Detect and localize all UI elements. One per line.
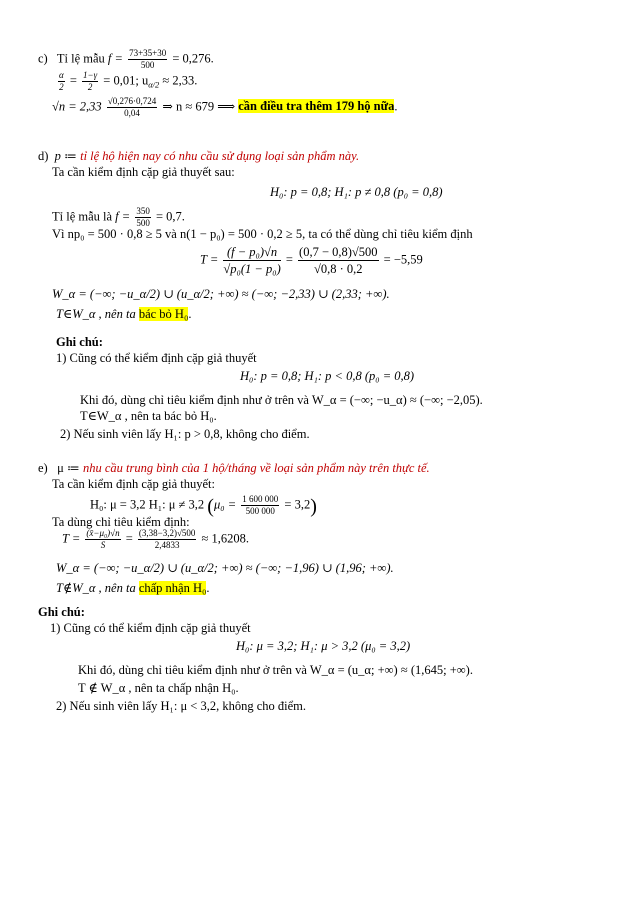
- note-title-d: Ghi chú:: [56, 335, 103, 349]
- reject-highlight: bác bỏ H₀: [138, 307, 189, 321]
- p-def: p ≔: [54, 149, 77, 163]
- fraction-num: (f − p₀)√n: [223, 244, 280, 261]
- fraction-den: 500: [136, 218, 150, 228]
- T-notin-line: [56, 580, 209, 596]
- period: .: [206, 581, 210, 595]
- fraction-num: 350: [136, 206, 150, 216]
- fraction-den: 500: [140, 60, 155, 70]
- period: .: [188, 307, 192, 321]
- fraction-num: (3,38−3,2)√500: [138, 528, 196, 538]
- T-fraction2-e: [138, 528, 197, 551]
- T-notin-text: T∉W_α , nên ta: [56, 581, 136, 595]
- T-fraction1-e: [85, 528, 120, 551]
- eq: =: [125, 531, 133, 546]
- T-fraction2: [298, 244, 379, 277]
- fraction-den: 0,04: [124, 108, 140, 118]
- note1-hyp-e: H₀: μ = 3,2; H₁: μ > 3,2 (μ₀ = 3,2): [236, 639, 411, 653]
- note1-b-e: Khi đó, dùng chỉ tiêu kiểm định như ở trên và W_α = (u_α; +∞) ≈ (1,645; +∞).: [78, 663, 473, 677]
- note1-c-e: T ∉ W_α , nên ta chấp nhận H₀.: [78, 681, 239, 695]
- alpha-num: α: [59, 70, 64, 80]
- mu-value: = 3,2: [284, 497, 311, 512]
- part-c-line2: [56, 70, 197, 93]
- f-lhs: f =: [115, 209, 131, 224]
- sample-size-fraction: [107, 96, 157, 119]
- fraction-num: (x̄−μ₀)√n: [86, 528, 120, 538]
- hypothesis-d: H₀: p = 0,8; H₁: p ≠ 0,8 (p₀ = 0,8): [270, 185, 443, 199]
- eq: =: [285, 252, 293, 267]
- note2-e: 2) Nếu sinh viên lấy H₁: μ < 3,2, không cho điểm.: [56, 699, 307, 713]
- fraction-den: √0,8 · 0,2: [314, 262, 363, 276]
- accept-highlight: chấp nhận H₀: [138, 581, 207, 595]
- f-lhs: f =: [107, 51, 123, 66]
- sample-ratio-text: Tỉ lệ mẫu: [56, 51, 105, 66]
- need-test-text: Ta cần kiểm định cặp giả thuyết sau:: [52, 165, 235, 179]
- fraction-den: 500 000: [245, 506, 275, 516]
- part-c-line3: [52, 96, 398, 119]
- T-in-line: [56, 306, 191, 322]
- part-d-def: [38, 148, 359, 164]
- part-e-label: e): [38, 461, 48, 475]
- p-definition: tỉ lệ hộ hiện nay có nhu cầu sử dụng loại sản phẩm này.: [80, 149, 360, 163]
- T-lhs: T =: [200, 252, 219, 267]
- T-formula-d: [200, 244, 423, 277]
- fraction-num: √0,276·0,724: [107, 96, 157, 106]
- u-sub: α/2: [148, 79, 160, 90]
- fraction-num: (0,7 − 0,8)√500: [299, 245, 378, 259]
- gamma-num: 1−γ: [83, 70, 98, 80]
- sample-fraction: [128, 48, 167, 71]
- eq: =: [69, 73, 77, 88]
- hypothesis-e: H₀: μ = 3,2 H₁: μ ≠ 3,2 (μ₀ = $\frac{1 600 000}{500 000}$ = 3,2): [90, 494, 317, 518]
- note1-c-d: T∈W_α , nên ta bác bỏ H₀.: [80, 409, 217, 423]
- gamma-den: 2: [87, 82, 93, 92]
- fraction-num: 1 600 000: [242, 494, 279, 504]
- note1-d: 1) Cũng có thể kiểm định cặp giả thuyết: [56, 351, 257, 365]
- f-value: = 0,7.: [155, 209, 185, 224]
- part-c-label: c): [38, 51, 48, 66]
- f-value: = 0,276.: [172, 51, 214, 66]
- note2-d: 2) Nếu sinh viên lấy H₁: p > 0,8, không cho điểm.: [60, 427, 310, 441]
- T-fraction1: [223, 244, 280, 277]
- gamma-fraction: [82, 70, 98, 93]
- note-title-e: Ghi chú:: [38, 605, 85, 619]
- T-value: = −5,59: [383, 252, 423, 267]
- period: .: [394, 99, 398, 114]
- part-d-label: d): [38, 149, 49, 163]
- part-e-def: [38, 460, 430, 476]
- condition-text: Vì np₀ = 500 · 0,8 ≥ 5 và n(1 − p₀) = 500 · 0,2 ≥ 5, ta có thể dùng chỉ tiêu kiểm định: [52, 227, 473, 241]
- rejection-region-d: W_α = (−∞; −u_α/2) ∪ (u_α/2; +∞) ≈ (−∞; −2,33) ∪ (2,33; +∞).: [52, 287, 390, 301]
- note1-b-d: Khi đó, dùng chỉ tiêu kiểm định như ở trên và W_α = (−∞; −u_α) ≈ (−∞; −2,05).: [80, 393, 483, 407]
- note1-hyp-d: H₀: p = 0,8; H₁: p < 0,8 (p₀ = 0,8): [240, 369, 415, 383]
- T-lhs: T =: [62, 531, 81, 546]
- fraction-den: √p₀(1 − p₀): [223, 262, 281, 276]
- T-in-text: T∈W_α , nên ta: [56, 307, 136, 321]
- T-value: ≈ 1,6208.: [201, 531, 250, 546]
- u-approx: ≈ 2,33.: [162, 73, 198, 88]
- sqrt-n-lhs: √n = 2,33: [52, 99, 102, 114]
- mu-fraction: [241, 494, 279, 517]
- alpha-fraction: [58, 70, 65, 93]
- fraction-den: 2,4833: [154, 540, 180, 550]
- rejection-region-e: W_α = (−∞; −u_α/2) ∪ (u_α/2; +∞) ≈ (−∞; −1,96) ∪ (1,96; +∞).: [56, 561, 394, 575]
- part-c-line1: [38, 48, 214, 71]
- hyp-text: H₀: μ = 3,2 H₁: μ ≠ 3,2: [90, 497, 205, 512]
- alpha-den: 2: [59, 82, 64, 92]
- mu-definition: nhu cầu trung bình của 1 hộ/tháng về loại sản phẩm này trên thực tế.: [82, 461, 430, 475]
- need-test-text-e: Ta cần kiểm định cặp giả thuyết:: [52, 477, 215, 491]
- n-result: ⇒ n ≈ 679 ⟹: [162, 99, 236, 114]
- fraction-den: S: [100, 540, 106, 550]
- use-test-text: Ta dùng chỉ tiêu kiểm định:: [52, 515, 190, 529]
- alpha-value: = 0,01; u: [103, 73, 149, 88]
- fraction-num: 73+35+30: [129, 48, 167, 58]
- mu0: μ₀ =: [213, 497, 237, 512]
- conclusion-highlight: cần điều tra thêm 179 hộ nữa: [238, 99, 395, 114]
- sample-text: Tỉ lệ mẫu là: [52, 209, 113, 224]
- T-formula-e: [62, 528, 249, 551]
- note1-e: 1) Cũng có thể kiểm định cặp giả thuyết: [50, 621, 251, 635]
- mu-def: μ ≔: [57, 461, 80, 475]
